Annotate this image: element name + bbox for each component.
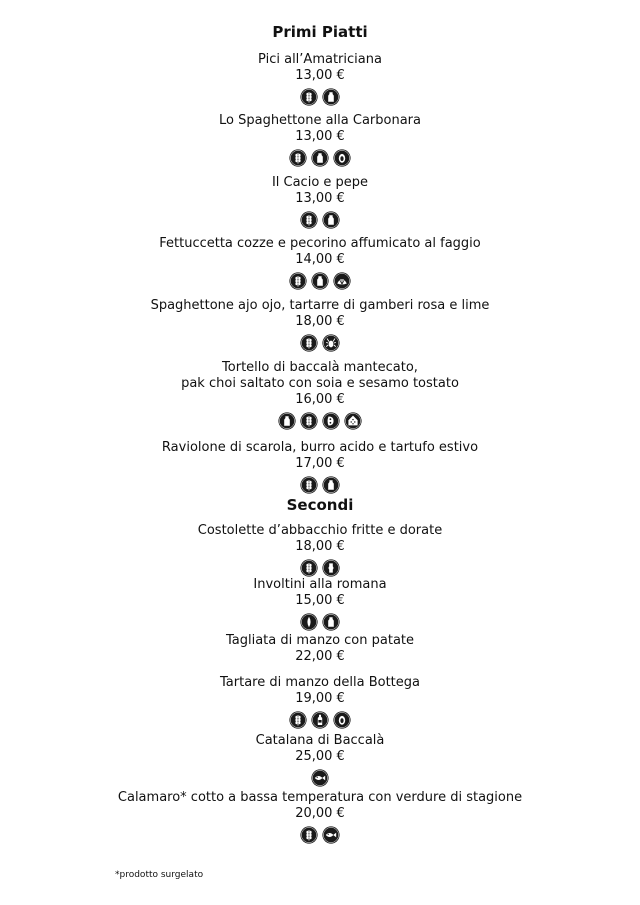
dish-price: 25,00 € xyxy=(295,749,345,764)
crustacean-icon xyxy=(322,334,340,352)
dish-name: Costolette d’abbacchio fritte e dorate xyxy=(197,523,443,538)
dish-name: Tartare di manzo della Bottega xyxy=(220,675,420,690)
dish-name: Raviolone di scarola, burro acido e tartufo estivo xyxy=(161,440,479,455)
gluten-icon xyxy=(300,476,318,494)
allergen-icons xyxy=(0,826,640,844)
milk-icon xyxy=(322,211,340,229)
dish-price: 20,00 € xyxy=(295,806,345,821)
allergen-icons xyxy=(0,412,640,430)
peanut-icon xyxy=(322,559,340,577)
gluten-icon xyxy=(289,711,307,729)
dish-name: Spaghettone ajo ojo, tartarre di gamberi rosa e lime xyxy=(150,298,490,313)
allergen-icons xyxy=(0,272,640,290)
dish-price: 19,00 € xyxy=(295,691,345,706)
dish-price: 13,00 € xyxy=(295,68,345,83)
menu-item-raviolone xyxy=(0,440,640,494)
allergen-icons xyxy=(0,149,640,167)
gluten-icon xyxy=(289,149,307,167)
menu-item-catalana xyxy=(0,733,640,787)
gluten-icon xyxy=(289,272,307,290)
dish-name: Il Cacio e pepe xyxy=(271,175,369,190)
milk-icon xyxy=(311,149,329,167)
footnote: *prodotto surgelato xyxy=(115,870,204,880)
dish-name: Tagliata di manzo con patate xyxy=(225,633,415,648)
dish-name: Lo Spaghettone alla Carbonara xyxy=(219,113,421,128)
egg-icon xyxy=(333,149,351,167)
dish-name: Calamaro* cotto a bassa temperatura con verdure di stagione xyxy=(117,790,523,805)
allergen-icons xyxy=(0,711,640,729)
dish-name: Catalana di Baccalà xyxy=(255,733,385,748)
section-title-primi: Primi Piatti xyxy=(272,23,368,41)
allergen-icons xyxy=(0,211,640,229)
allergen-icons xyxy=(0,334,640,352)
dish-price: 17,00 € xyxy=(295,456,345,471)
dish-name: Pici all’Amatriciana xyxy=(258,52,382,67)
gluten-icon xyxy=(300,88,318,106)
mustard-icon xyxy=(311,711,329,729)
sesame-icon xyxy=(344,412,362,430)
gluten-icon xyxy=(300,211,318,229)
menu-item-pici xyxy=(0,52,640,106)
dish-price: 18,00 € xyxy=(295,314,345,329)
menu-item-tortello xyxy=(0,360,640,430)
milk-icon xyxy=(311,272,329,290)
allergen-icons xyxy=(0,88,640,106)
dish-price: 15,00 € xyxy=(295,593,345,608)
dish-name: Fettuccetta cozze e pecorino affumicato al faggio xyxy=(159,236,481,251)
milk-icon xyxy=(322,476,340,494)
dish-price: 16,00 € xyxy=(295,392,345,407)
mollusc-icon xyxy=(333,272,351,290)
section-title-secondi: Secondi xyxy=(286,496,354,514)
menu-item-calamaro xyxy=(0,790,640,844)
milk-icon xyxy=(278,412,296,430)
dish-price: 18,00 € xyxy=(295,539,345,554)
allergen-icons xyxy=(0,476,640,494)
allergen-icons xyxy=(0,559,640,577)
milk-icon xyxy=(322,88,340,106)
egg-icon xyxy=(333,711,351,729)
allergen-icons xyxy=(0,613,640,631)
gluten-icon xyxy=(300,334,318,352)
menu-item-costolette xyxy=(0,523,640,577)
menu-item-cacio-e-pepe xyxy=(0,175,640,229)
soy-icon xyxy=(322,412,340,430)
allergen-icons xyxy=(0,769,640,787)
menu-item-spaghettone-ajo-ojo xyxy=(0,298,640,352)
fish-icon xyxy=(311,769,329,787)
gluten-icon xyxy=(300,559,318,577)
dish-name: Involtini alla romana xyxy=(253,577,387,592)
dish-name-line-2: pak choi saltato con soia e sesamo tostato xyxy=(181,376,459,391)
menu-item-involtini xyxy=(0,577,640,631)
dish-price: 13,00 € xyxy=(295,129,345,144)
menu-item-carbonara xyxy=(0,113,640,167)
fish-icon xyxy=(322,826,340,844)
menu-item-fettuccetta xyxy=(0,236,640,290)
gluten-icon xyxy=(300,412,318,430)
menu-item-tagliata xyxy=(0,633,640,665)
dish-price: 13,00 € xyxy=(295,191,345,206)
dish-price: 22,00 € xyxy=(295,649,345,664)
dish-price: 14,00 € xyxy=(295,252,345,267)
dish-name: Tortello di baccalà mantecato, xyxy=(222,360,418,375)
menu-item-tartare xyxy=(0,675,640,729)
celery-icon xyxy=(300,613,318,631)
milk-icon xyxy=(322,613,340,631)
gluten-icon xyxy=(300,826,318,844)
